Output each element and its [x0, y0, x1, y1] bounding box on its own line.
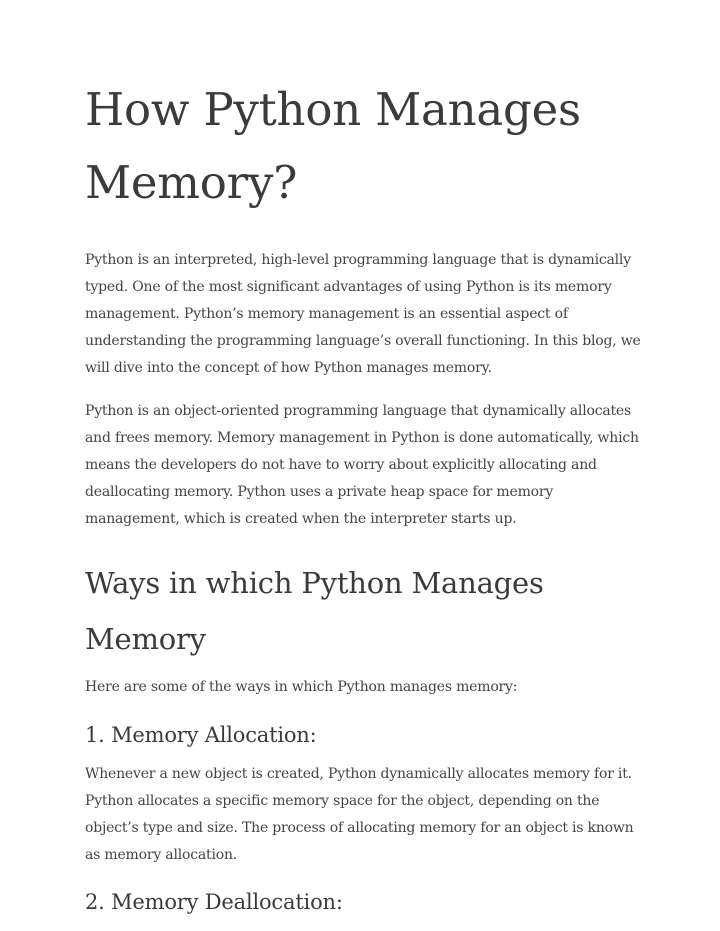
subsection-body: Whenever a new object is created, Python dynamically allocates memory for it. Python allocates a specific memory space for the object, depending on the object’s type and size. The process of allocating memory for an object is known as memory allocation.: [85, 766, 634, 863]
section-heading: Ways in which Python Manages Memory: [85, 566, 544, 656]
subsection-heading: 1. Memory Allocation:: [85, 723, 317, 747]
intro-paragraph: Python is an object-oriented programming language that dynamically allocates and frees memory. Memory management in Python is done automatically, which means the developers do not have to worry about explicitly allocating and deallocating memory. Python uses a private heap space for memory management, which is created when the interpreter starts up.: [85, 403, 639, 527]
section-lead: Here are some of the ways in which Python manages memory:: [85, 679, 518, 695]
subsection-heading: 2. Memory Deallocation:: [85, 890, 343, 914]
intro-paragraph: Python is an interpreted, high-level programming language that is dynamically typed. One of the most significant advantages of using Python is its memory management. Python’s memory management is an essential aspect of understanding the programming language’s overall functioning. In this blog, we will dive into the concept of how Python manages memory.: [85, 252, 641, 376]
page-title: How Python Manages Memory?: [85, 83, 581, 209]
article: [85, 0, 645, 922]
